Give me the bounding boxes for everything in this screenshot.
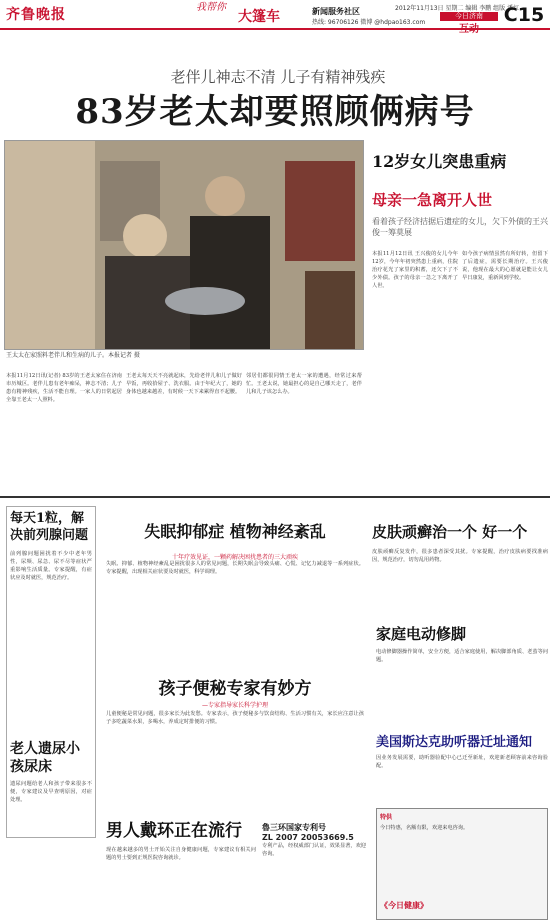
child-body: 儿童便秘是常见问题，很多家长为此发愁。专家表示，孩子便秘多与饮食结构、生活习惯有关，家长应注意让孩子多吃蔬菜水果，多喝水，养成定时排便的习惯。 [106,711,364,725]
side-body-col-1: 本报11月12日讯 王兴俊的女儿今年12岁，今年年初突然患上重病，住院治疗花光了家里的积蓄，还欠下了不少外债。孩子的母亲一急之下离开了人世。 [372,251,458,289]
column-logo: 我帮你 [196,2,226,13]
side-headline-1: 12岁女儿突患重病 [372,152,507,171]
pedicure-body: 电动修脚器操作简单，安全方便，适合家庭使用，解决脚部角质、老茧等问题。 [376,649,548,663]
advert-head: 特供 [380,814,393,821]
enuresis-headline: 老人遗尿小孩尿床 [10,741,80,775]
photo-caption: 王太太在家照料老伴儿和生病的儿子。本报记者 摄 [6,352,140,359]
hearing-aid-headline: 美国斯达克助听器迁址通知 [376,735,533,750]
advert-body: 今日特惠，名额有限，欢迎来电咨询。 [380,825,469,831]
child-subhead: —专家指导家长科学护理 [201,702,268,709]
patent-text: 专利产品，经权威部门认证，效果显著，欢迎咨询。 [262,843,366,857]
section-name: 互动 [459,24,479,35]
patent-body [262,834,366,922]
side-body-col-2: 如今孩子病情虽然有所好转，但留下了后遗症，需要长期治疗。王兴俊说，他现在最大的心愿就是能让女儿早日康复，重新回到学校。 [462,251,548,281]
patent-headline: 魯三环国家专利号 [262,822,326,832]
men-body: 现在越来越多的男士开始关注自身健康问题，专家建议有相关问题的男士要到正规医院咨询就诊。 [106,847,256,861]
men-headline: 男人戴环正在流行 [106,821,242,841]
dateline: 2012年11月13日 星期二 编辑 李鹏 组版 潘红 [395,5,520,12]
paper-logo: 齐鲁晚报 [6,7,66,23]
photo-illustration [5,141,364,350]
service-name: 新闻服务社区 [312,7,360,16]
prostate-body: 前列腺问题困扰着不少中老年男性，尿频、尿急、尿不尽等症状严重影响生活质量。专家提醒，有症状应及时就医，规范治疗。 [10,551,92,581]
insomnia-subhead: 十年疗效见证，一颗药解决困扰患者的三大顽疾 [171,554,298,561]
lead-body-col-2: 王老太每天天不亮就起床，先给老伴儿和儿子做好早饭，再收拾屋子、洗衣服。由于年纪大了，她的身体也越来越差，有时候一天下来累得直不起腰。 [126,373,242,395]
pedicure-headline: 家庭电动修脚 [376,625,467,643]
side-headline-2: 母亲一急离开人世 [372,191,493,209]
skin-headline: 皮肤顽癣治一个 好一个 [372,523,528,541]
insomnia-body: 失眠、抑郁、植物神经紊乱是困扰很多人的常见问题，长期失眠会导致头痛、心慌、记忆力减退等一系列症状。专家提醒，出现相关症状要及时就医，科学调理。 [106,561,364,575]
prostate-headline: 每天1粒，解决前列腺问题 [10,511,89,543]
patent-number: ZL 2007 20053669.5 [262,834,354,842]
hearing-aid-body: 因业务发展需要，助听器验配中心已迁至新址，欢迎新老顾客前来咨询验配。 [376,755,548,769]
lead-body-col-3: 邻居们都很同情王老太一家的遭遇，经常过来帮忙。王老太说，她最担心的是自己哪天走了，老伴儿和儿子该怎么办。 [246,373,362,395]
lead-body-col-1: 本报11月12日讯(记者) 83岁的王老太家住在济南市历城区。老伴儿患有老年痴呆，神志不清；儿子患有精神残疾，生活不能自理。一家人的日常起居全靠王老太一人照料。 [6,373,122,403]
side-subhead: 看着孩子经济拮据后遗症的女儿，欠下外债的王兴俊一筹莫展 [372,217,548,237]
lead-kicker: 老伴儿神志不清 儿子有精神残疾 [170,68,386,86]
page-number: C15 [503,4,545,26]
enuresis-body: 遗尿问题给老人和孩子带来很多不便，专家建议及早查明原因，对症处理。 [10,781,92,803]
service-phone: 热线: 96706126 微博 @hdpao163.com [312,19,426,26]
child-headline: 孩子便秘专家有妙方 [158,679,312,699]
advert-footer: 《今日健康》 [380,900,428,910]
insomnia-headline: 失眠抑郁症 植物神经紊乱 [144,522,326,541]
section-divider [0,496,550,498]
column-name: 大篷车 [238,9,280,25]
skin-body: 皮肤顽癣反复发作，很多患者深受其扰。专家提醒，治疗皮肤病要找准病因，规范治疗，切勿乱用药物。 [372,549,548,563]
lead-photo [4,140,364,350]
lead-headline: 83岁老太却要照顾俩病号 [75,92,475,132]
today-tag: 今日济南 [440,12,498,21]
